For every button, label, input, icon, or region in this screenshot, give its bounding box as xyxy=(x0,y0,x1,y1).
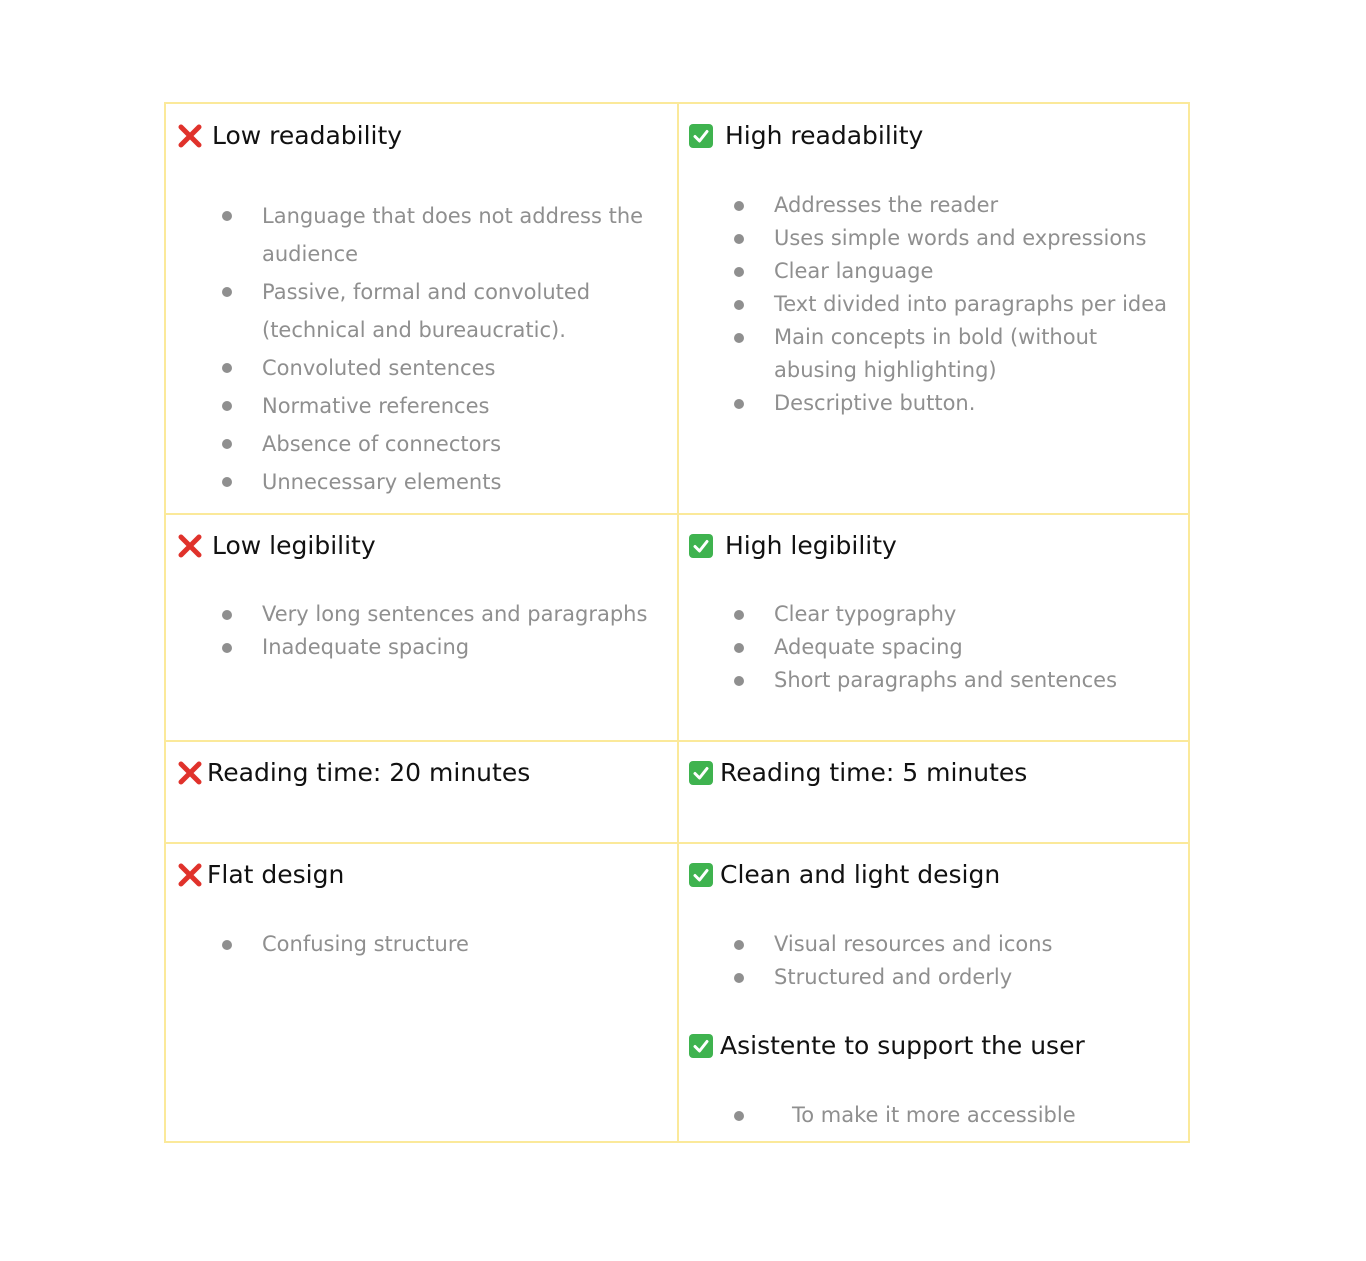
list-item: Structured and orderly xyxy=(728,961,1178,994)
cell-title: High readability xyxy=(725,121,924,150)
list-item: Descriptive button. xyxy=(728,387,1178,420)
reading-time-good-heading xyxy=(689,758,1027,787)
check-mark-icon xyxy=(689,863,713,887)
low-readability-list xyxy=(216,197,666,501)
column-divider xyxy=(677,104,679,1141)
support-assistant-list xyxy=(728,1099,1178,1132)
list-item: Adequate spacing xyxy=(728,631,1178,664)
check-mark-icon xyxy=(689,534,713,558)
list-item: Language that does not address the audience xyxy=(216,197,666,273)
list-item: Clear language xyxy=(728,255,1178,288)
high-readability-list xyxy=(728,189,1178,420)
cell-title: Reading time: 5 minutes xyxy=(720,758,1028,787)
low-legibility-list xyxy=(216,598,666,664)
list-item: Visual resources and icons xyxy=(728,928,1178,961)
cross-mark-icon xyxy=(176,861,204,889)
list-item: Inadequate spacing xyxy=(216,631,666,664)
list-item: Clear typography xyxy=(728,598,1178,631)
flat-design-list xyxy=(216,928,666,961)
cell-title: Asistente to support the user xyxy=(720,1031,1085,1060)
list-item: Unnecessary elements xyxy=(216,463,666,501)
row-divider xyxy=(166,842,1188,844)
cell-title: Reading time: 20 minutes xyxy=(207,758,531,787)
reading-time-bad-heading xyxy=(176,758,530,787)
high-readability-heading xyxy=(689,121,923,150)
flat-design-heading xyxy=(176,860,344,889)
list-item: Confusing structure xyxy=(216,928,666,961)
list-item: Addresses the reader xyxy=(728,189,1178,222)
list-item: Normative references xyxy=(216,387,666,425)
list-item: Text divided into paragraphs per idea xyxy=(728,288,1178,321)
list-item: Convoluted sentences xyxy=(216,349,666,387)
clean-design-heading xyxy=(689,860,1000,889)
comparison-table xyxy=(164,102,1190,1143)
cell-title: Flat design xyxy=(207,860,345,889)
list-item: To make it more accessible xyxy=(728,1099,1178,1132)
check-mark-icon xyxy=(689,1034,713,1058)
cell-title: Low legibility xyxy=(212,531,376,560)
cell-title: High legibility xyxy=(725,531,897,560)
cross-mark-icon xyxy=(176,122,204,150)
row-divider xyxy=(166,513,1188,515)
low-readability-heading xyxy=(176,121,402,150)
list-item: Passive, formal and convoluted (technical and bureaucratic). xyxy=(216,273,666,349)
row-divider xyxy=(166,740,1188,742)
cell-title: Clean and light design xyxy=(720,860,1001,889)
low-legibility-heading xyxy=(176,531,376,560)
high-legibility-list xyxy=(728,598,1178,697)
list-item: Short paragraphs and sentences xyxy=(728,664,1178,697)
clean-design-list xyxy=(728,928,1178,994)
cross-mark-icon xyxy=(176,759,204,787)
list-item: Uses simple words and expressions xyxy=(728,222,1178,255)
list-item: Absence of connectors xyxy=(216,425,666,463)
cell-title: Low readability xyxy=(212,121,403,150)
support-assistant-heading xyxy=(689,1031,1085,1060)
list-item: Very long sentences and paragraphs xyxy=(216,598,666,631)
check-mark-icon xyxy=(689,761,713,785)
check-mark-icon xyxy=(689,124,713,148)
cross-mark-icon xyxy=(176,532,204,560)
high-legibility-heading xyxy=(689,531,897,560)
list-item: Main concepts in bold (without abusing highlighting) xyxy=(728,321,1178,387)
